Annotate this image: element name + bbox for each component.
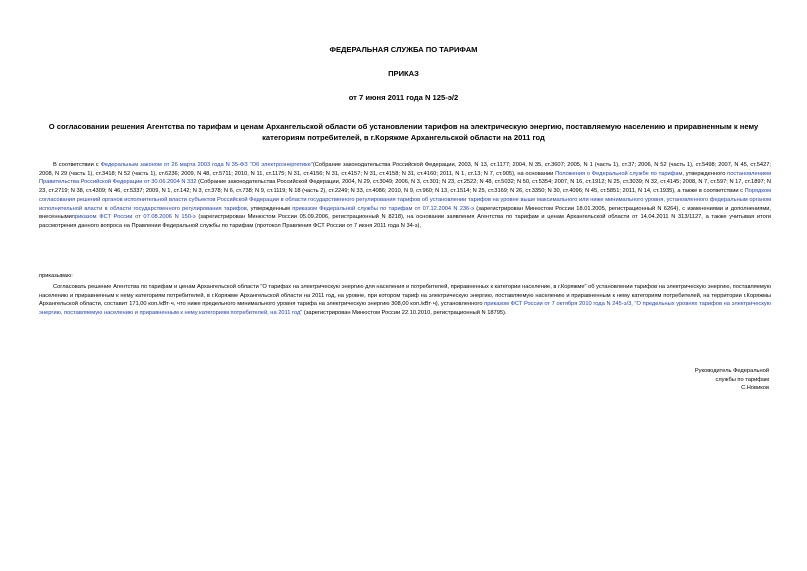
link-approval-procedure[interactable]: Порядком согласования решений органов исполнительной власти субъектов Российской Федерации в области государственного регулирования тарифов об установлении тарифов на уровне выше максимального или ниже минимального уровня, установленного федеральным органом исполнительной власти в области государственного регулирования тарифов [39,188,771,212]
order-text-2: (зарегистрирован Минюстом России 22.10.2010, регистрационный N 18795). [302,310,507,317]
doc-type: ПРИКАЗ [388,69,419,78]
link-federal-law[interactable]: Федеральным законом от 26 марта 2003 года N 35-ФЗ "Об электроэнергетике" [100,162,313,168]
order-text-1: Согласовать решение Агентства по тарифам и ценам Архангельской области "О тарифах на электрическую энергию для населения и потребителей, приравненных к категории население, в г.Коряжме" об установлении тарифов на электрическую энергию, поставляемую населению и приравненным к нему категориям потребителей, в г.Коряжме Архангельской области на 2011 год, на уровне, при котором тариф на электрическую энергию, поставляемую населению и приравненным к нему категориям потребителей, на территории г.Коряжмы Архангельской области, составит 171,00 коп./кВт·ч, что ниже предельного минимального уровня тарифа на электрическую энергию 308,00 коп./кВт·ч), установленного [39,284,771,308]
link-government-decree[interactable]: постановлением Правительства Российской Федерации от 30.06.2004 N 332 [39,170,771,186]
agency-name: ФЕДЕРАЛЬНАЯ СЛУЖБА ПО ТАРИФАМ [329,45,478,54]
link-order-236[interactable]: приказом Федеральной службы по тарифам от 07.12.2004 N 236-э [292,205,475,212]
doc-date-number: от 7 июня 2011 года N 125-э/2 [348,93,459,102]
preamble-text-4: (Собрание законодательства Российской Федерации, 2004, N 29, ст.3049; 2006, N 3, ст.301; N 23, ст.2522; N 48, ст.5032; N 50, ст.5354; 2007, N 16, ст.1912; N 25, ст.3039; N 32, ст.4145; 2008, N 7, ст.597; N 17, ст.1897; N 23, ст.2719; N 38, ст.4309; N 46, ст.5337; 2009, N 1, ст.142; N 3, ст.378; N 6, ст.738; N 9, ст.1119; N 18 (часть 2), ст.2249; N 33, ст.4086; 2010, N 9, ст.960; N 13, ст.1514; N 25, ст.3169; N 26, ст.3350; N 30, ст.4096; N 45, ст.5851; 2011, N 14, ст.1935), а также в соответствии с [39,179,771,195]
preamble-text-3: , утвержденного [682,170,728,177]
link-order-245[interactable]: приказом ФСТ России от 7 октября 2010 года N 245-э/3, "О предельных уровнях тарифов на электрическую энергию, поставляемую населению и приравненным к нему категориям потребителей, на 2011 год" [39,301,771,317]
preamble-paragraph [39,161,771,231]
link-order-150[interactable]: приказом ФСТ России от 07.08.2006 N 150-э [71,214,196,221]
signature-org: службы по тарифам [715,376,769,383]
preamble-text-7: (зарегистрирован Минюстом России 05.09.2006, регистрационный N 8218), на основании заявления Агентства по тарифам и ценам Архангельской области от 14.04.2011 N 313/1127, а также учитывая итоги рассмотрения данного вопроса на Правлении Федеральной службы по тарифам (протокол Правления ФСТ России от 7 июня 2011 года N 34-э), [39,214,771,229]
preamble-text-2: (Собрание законодательства Российской Федерации, 2003, N 13, ст.1177; 2004, N 35, ст.3607; 2005, N 1 (часть 1), ст.37; 2006, N 52 (часть 1), ст.5498; 2007, N 45, ст.5427; 2008, N 29 (часть 1), ст.3418; N 52 (часть 1), ст.6236; 2009, N 48, ст.5711; 2010, N 11, ст.1175; N 31, ст.4156; N 31, ст.4157; N 31, ст.4158; N 31, ст.4160; 2011, N 1, ст.13; N 7, ст.905), на основании [39,162,772,177]
signature-block [695,367,769,393]
order-paragraph [39,283,771,318]
preamble-text-5: , утвержденным [246,205,293,212]
preamble-text-6: (зарегистрирован Минюстом России 18.01.2005, регистрационный N 6264), с изменениями и дополнениями, внесенными [39,205,771,221]
order-word: приказываю: [39,273,73,279]
doc-title: О согласовании решения Агентства по тарифам и ценам Архангельской области об установлении тарифов на электрическую энергию, поставляемую населению и приравненным к нему категориям потребителей, в г.Коряжме Архангельской области на 2011 год [48,122,759,142]
link-fst-regulation[interactable]: Положения о Федеральной службе по тарифам [555,170,683,177]
signature-position: Руководитель Федеральной [694,368,769,374]
signature-name: С.Новиков [741,385,769,392]
preamble-text-1: В соответствии с [53,162,101,168]
